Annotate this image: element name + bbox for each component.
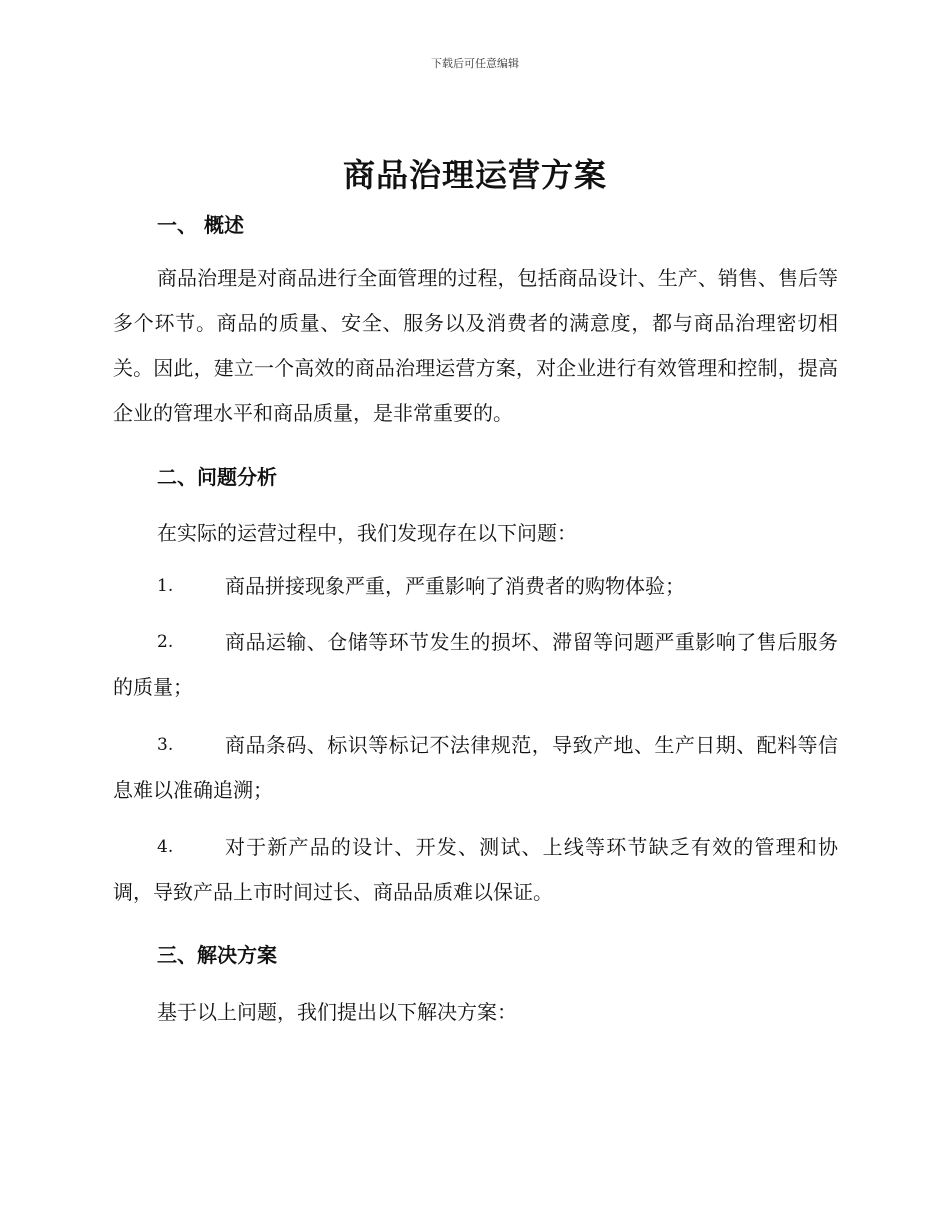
section-heading-problem-analysis: 二、问题分析 [157, 465, 277, 489]
list-item-number: 1. [157, 576, 174, 596]
list-item-number: 4. [157, 837, 174, 857]
list-item [113, 825, 838, 915]
header-note: 下载后可任意编辑 [431, 57, 519, 70]
list-item [113, 564, 838, 609]
list-item-text: 商品条码、标识等标记不法律规范，导致产地、生产日期、配料等信息难以准确追溯； [113, 733, 838, 802]
list-item-number: 3. [157, 735, 174, 755]
section-heading-overview: 一、 概述 [157, 213, 244, 237]
problem-intro-text: 在实际的运营过程中，我们发现存在以下问题： [157, 521, 577, 545]
list-item-text: 对于新产品的设计、开发、测试、上线等环节缺乏有效的管理和协调，导致产品上市时间过长、商品品质难以保证。 [113, 835, 838, 904]
list-item [113, 723, 838, 813]
list-item-text: 商品拼接现象严重，严重影响了消费者的购物体验； [225, 574, 685, 598]
list-item-number: 2. [157, 632, 174, 652]
list-item-text: 商品运输、仓储等环节发生的损坏、滞留等问题严重影响了售后服务的质量； [113, 630, 838, 699]
list-item [113, 620, 838, 710]
solution-intro-text: 基于以上问题，我们提出以下解决方案： [157, 1000, 517, 1024]
section-heading-solution: 三、解决方案 [157, 943, 277, 967]
overview-paragraph: 商品治理是对商品进行全面管理的过程，包括商品设计、生产、销售、售后等多个环节。商品的质量、安全、服务以及消费者的满意度，都与商品治理密切相关。因此，建立一个高效的商品治理运营方案，对企业进行有效管理和控制，提高企业的管理水平和商品质量，是非常重要的。 [113, 266, 838, 425]
document-title: 商品治理运营方案 [342, 156, 607, 194]
